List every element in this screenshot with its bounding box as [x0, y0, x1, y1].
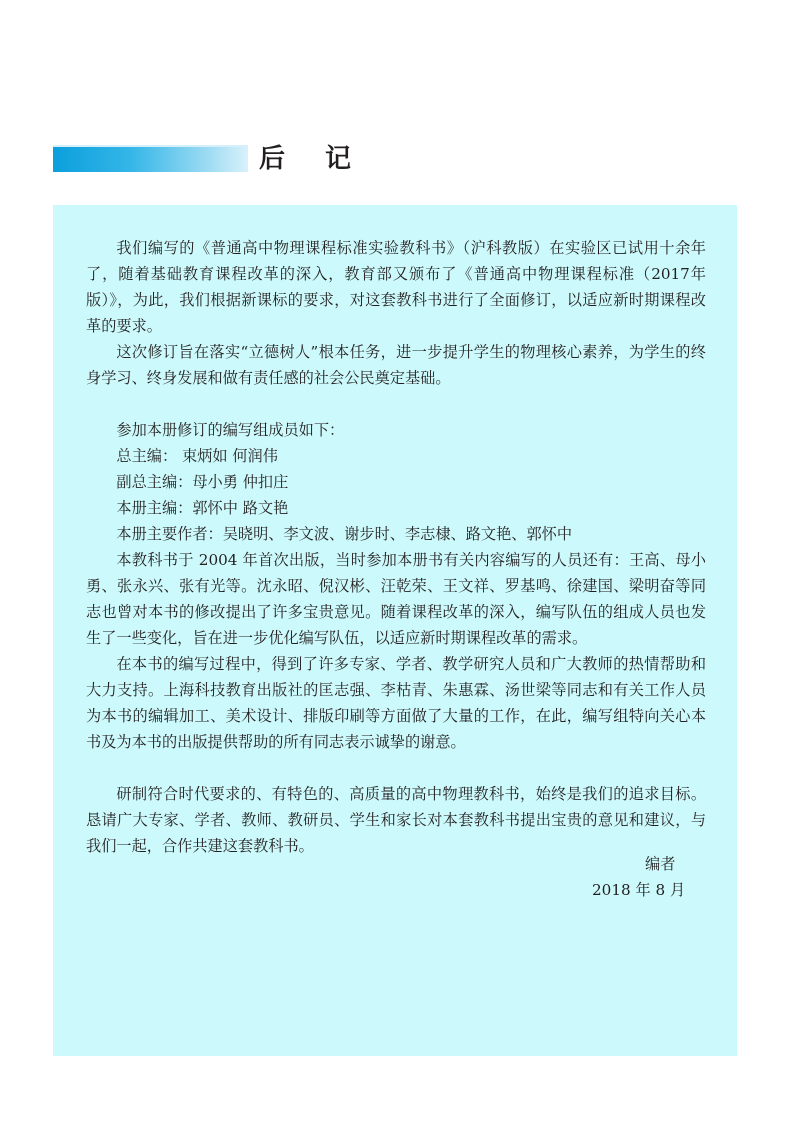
- paragraph-acknowledgements: 在本书的编写过程中，得到了许多专家、学者、教学研究人员和广大教师的热情帮助和大力支持。上海科技教育出版社的匡志强、李枯青、朱惠霖、汤世梁等同志和有关工作人员为本书的编辑加工、美术设计、排版印刷等方面做了大量的工作，在此，编写组特向关心本书及为本书的出版提供帮助的所有同志表示诚挚的谢意。: [86, 655, 706, 751]
- postscript-body: [86, 235, 706, 859]
- main-authors-line: 本册主要作者：吴晓明、李文波、谢步时、李志棣、路文艳、郭怀中: [116, 525, 573, 543]
- title-accent-bar: [53, 145, 248, 172]
- deputy-chief-editor-line: 副总主编：母小勇 仲扣庄: [116, 473, 289, 491]
- volume-editor-line: 本册主编：郭怀中 路文艳: [116, 499, 289, 517]
- members-intro: 参加本册修订的编写组成员如下：: [116, 421, 345, 439]
- signature-author: 编者: [645, 855, 676, 873]
- page-title: 后记: [259, 144, 392, 174]
- paragraph-first-edition: 本教科书于 2004 年首次出版，当时参加本册书有关内容编写的人员还有：王高、母小勇、张永兴、张有光等。沈永昭、倪汉彬、汪乾荣、王文祥、罗基鸣、徐建国、梁明奋等同志也曾对本书的修改提出了许多宝贵意见。随着课程改革的深入，编写队伍的组成人员也发生了一些变化，旨在进一步优化编写队伍，以适应新时期课程改革的需求。: [86, 551, 706, 647]
- signature-date: 2018 年 8 月: [592, 881, 686, 899]
- paragraph-revision-background: 我们编写的《普通高中物理课程标准实验教科书》（沪科教版）在实验区已试用十余年了，随着基础教育课程改革的深入，教育部又颁布了《普通高中物理课程标准（2017年版）》，为此，我们根据新课标的要求，对这套教科书进行了全面修订，以适应新时期课程改革的要求。: [86, 239, 706, 335]
- paragraph-goal: 研制符合时代要求的、有特色的、高质量的高中物理教科书，始终是我们的追求目标。恳请广大专家、学者、教师、教研员、学生和家长对本套教科书提出宝贵的意见和建议，与我们一起，合作共建这套教科书。: [86, 785, 706, 855]
- paragraph-revision-purpose: 这次修订旨在落实“立德树人”根本任务，进一步提升学生的物理核心素养，为学生的终身学习、终身发展和做有责任感的社会公民奠定基础。: [86, 343, 706, 387]
- chief-editor-line: 总主编： 束炳如 何润伟: [116, 447, 278, 465]
